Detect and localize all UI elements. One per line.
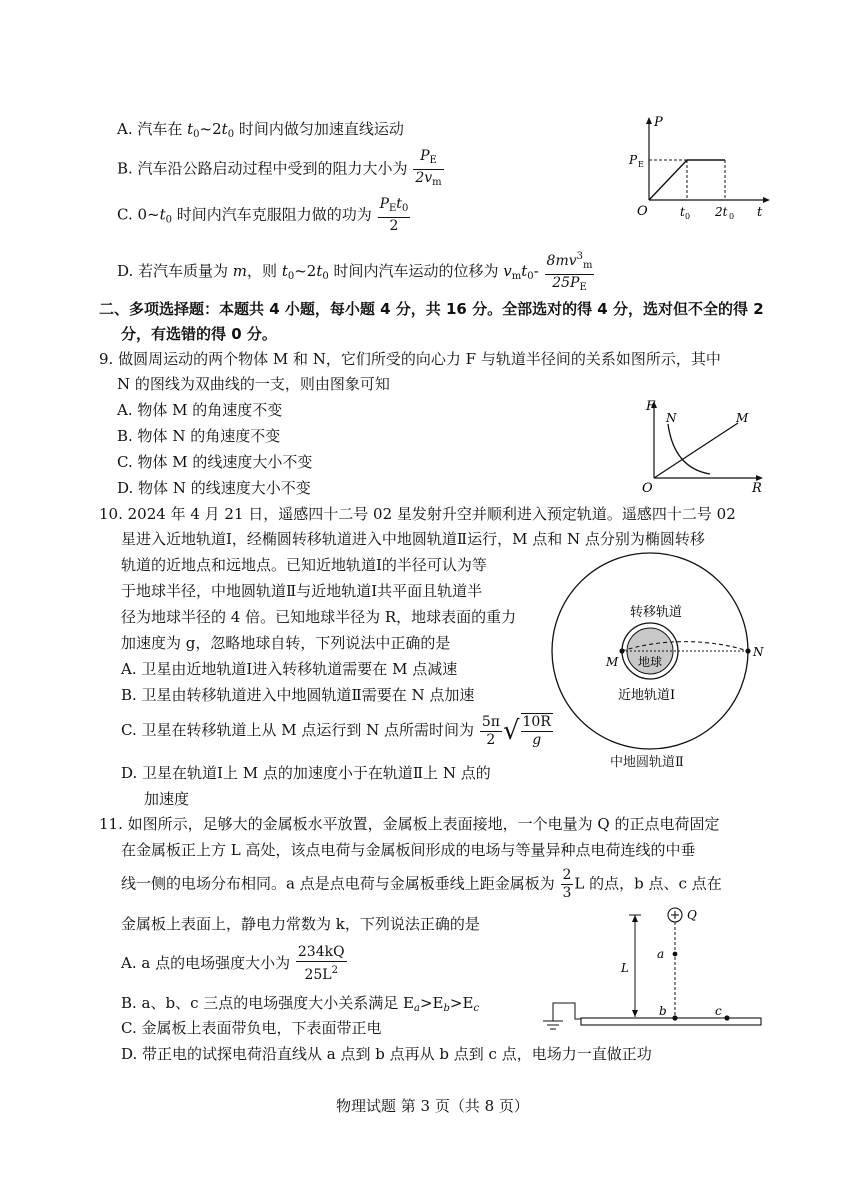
section2-header-line1: 二、多项选择题：本题共 4 小题，每小题 4 分，共 16 分。全部选对的得 4 分，选对但不全的得 2 xyxy=(99,300,764,318)
q9-graph-f: F xyxy=(646,399,656,414)
point-b-label: b xyxy=(659,1004,667,1018)
q11-option-c: C. 金属板上表面带负电，下表面带正电 xyxy=(121,1019,382,1037)
q10-option-d-line2: 加速度 xyxy=(144,790,190,808)
q9-option-b: B. 物体 N 的角速度不变 xyxy=(117,427,281,445)
graph-x-label: t xyxy=(757,205,763,220)
q11-charge-plate-diagram xyxy=(535,902,767,1032)
sqrt-sign: √ xyxy=(502,716,520,746)
q10-c-sqrt-fraction: $\frac{10R}{g}$ xyxy=(522,714,551,748)
graph-pe-sub: E xyxy=(638,160,644,169)
q8-option-c: C. $0\sim t_0$ 时间内汽车克服阻力做的功为 $\frac{P_Et_0}{2}$ xyxy=(117,196,409,234)
q11-option-d: D. 带正电的试探电荷沿直线从 a 点到 b 点再从 b 点到 c 点，电场力一直做正功 xyxy=(121,1045,652,1063)
mid-orbit-label: 中地圆轨道Ⅱ xyxy=(610,755,684,770)
q9-option-c: C. 物体 M 的线速度大小不变 xyxy=(117,453,313,471)
point-c-label: c xyxy=(715,1004,722,1018)
q10-option-a: A. 卫星由近地轨道Ⅰ进入转移轨道需要在 M 点减速 xyxy=(121,660,458,678)
q9-stem-line2: N 的图线为双曲线的一支，则由图象可知 xyxy=(117,375,390,393)
q9-graph-r: R xyxy=(752,481,762,494)
q9-graph-n: N xyxy=(666,411,677,425)
q8-power-time-graph xyxy=(625,112,775,222)
q11-stem-line1: 11. 如图所示，足够大的金属板水平放置，金属板上表面接地，一个电量为 Q 的正点电荷固定 xyxy=(99,815,720,833)
q10-stem-line3: 轨道的近地点和远地点。已知近地轨道Ⅰ的半径可认为等 xyxy=(121,556,487,574)
q10-stem-line2: 星进入近地轨道Ⅰ，经椭圆转移轨道进入中地圆轨道Ⅱ运行，M 点和 N 点分别为椭圆转移 xyxy=(121,530,705,548)
graph-t0: t xyxy=(680,205,685,219)
q9-stem-line1: 9. 做圆周运动的两个物体 M 和 N，它们所受的向心力 F 与轨道半径间的关系如图所示，其中 xyxy=(99,350,721,368)
q10-option-b: B. 卫星由转移轨道进入中地圆轨道Ⅱ需要在 N 点加速 xyxy=(121,686,475,704)
q10-stem-line6: 加速度为 g，忽略地球自转，下列说法中正确的是 xyxy=(121,634,451,652)
page-footer: 物理试题 第 3 页（共 8 页） xyxy=(336,1097,529,1115)
q9-option-d: D. 物体 N 的线速度大小不变 xyxy=(117,479,311,497)
q8-c-fraction: $\frac{P_Et_0}{2}$ xyxy=(379,196,409,234)
q10-stem-line4: 于地球半径，中地圆轨道Ⅱ与近地轨道Ⅰ共平面且轨道半 xyxy=(121,582,483,600)
q9-force-radius-graph xyxy=(640,398,770,494)
q9-graph-o: O xyxy=(642,481,653,494)
graph-pe-label: P xyxy=(629,153,638,167)
graph-y-label: P xyxy=(654,115,663,130)
q8-option-d: D. 若汽车质量为 m，则 $t_0\sim 2t_0$ 时间内汽车运动的位移为 $v_mt_0-$ $\frac{8mv^3_m}{25P_E}$ xyxy=(117,248,595,296)
q10-option-d-line1: D. 卫星在轨道Ⅰ上 M 点的加速度小于在轨道Ⅱ上 N 点的 xyxy=(121,764,491,782)
transfer-orbit-label: 转移轨道 xyxy=(630,605,683,620)
q10-option-c: C. 卫星在转移轨道上从 M 点运行到 N 点所需时间为 $\frac{5\pi}{2}$ √ $\frac{10R}{g}$ xyxy=(121,713,551,748)
q8-option-a: A. 汽车在 $t_0\sim 2t_0$ 时间内做匀加速直线运动 xyxy=(117,120,404,140)
q8-d-fraction: $\frac{8mv^3_m}{25P_E}$ xyxy=(545,248,595,296)
q11-stem-line3: 线一侧的电场分布相同。a 点是点电荷与金属板垂线上距金属板为 $\frac{2}{3}$ L 的点，b 点、c 点在 xyxy=(121,867,722,901)
graph-t0-sub: 0 xyxy=(685,212,691,221)
q9-graph-m: M xyxy=(736,411,749,425)
q11-option-b: B. a、b、c 三点的电场强度大小关系满足 $E_a>E_b>E_c$ xyxy=(121,994,480,1014)
point-a-label: a xyxy=(657,947,665,961)
graph-2t0-sub: 0 xyxy=(729,212,735,221)
charge-q-label: Q xyxy=(687,908,697,922)
q11-stem-line2: 在金属板正上方 L 高处，该点电荷与金属板间形成的电场与等量异种点电荷连线的中垂 xyxy=(121,841,696,859)
earth-label: 地球 xyxy=(638,655,663,669)
q11-a-fraction: $\frac{234kQ}{25L^2}$ xyxy=(297,944,345,983)
q10-stem-line5: 径为地球半径的 4 倍。已知地球半径为 R，地球表面的重力 xyxy=(121,608,517,626)
graph-2t0: 2t xyxy=(715,205,728,219)
q11-stem-line4: 金属板上表面上，静电力常数为 k，下列说法正确的是 xyxy=(121,915,480,933)
q11-fraction: $\frac{2}{3}$ xyxy=(562,867,572,901)
point-n-label: N xyxy=(753,645,764,659)
q10-orbit-diagram xyxy=(550,550,765,775)
distance-l-label: L xyxy=(621,961,629,975)
q8-option-b: B. 汽车沿公路启动过程中受到的阻力大小为 $\frac{P_E}{2v_m}$ xyxy=(117,148,445,191)
point-m-label: M xyxy=(606,655,619,669)
q9-option-a: A. 物体 M 的角速度不变 xyxy=(117,401,283,419)
near-orbit-label: 近地轨道Ⅰ xyxy=(618,688,676,703)
section2-header-line2: 分，有选错的得 0 分。 xyxy=(121,325,277,343)
q10-c-fraction: $\frac{5\pi}{2}$ xyxy=(481,713,500,748)
q11-option-a: A. a 点的电场强度大小为 $\frac{234kQ}{25L^2}$ xyxy=(121,944,345,983)
graph-origin: O xyxy=(637,204,648,219)
q10-stem-line1: 10. 2024 年 4 月 21 日，遥感四十二号 02 星发射升空并顺利进入预定轨道。遥感四十二号 02 xyxy=(99,505,736,523)
q8-b-fraction: $\frac{P_E}{2v_m}$ xyxy=(415,148,442,188)
